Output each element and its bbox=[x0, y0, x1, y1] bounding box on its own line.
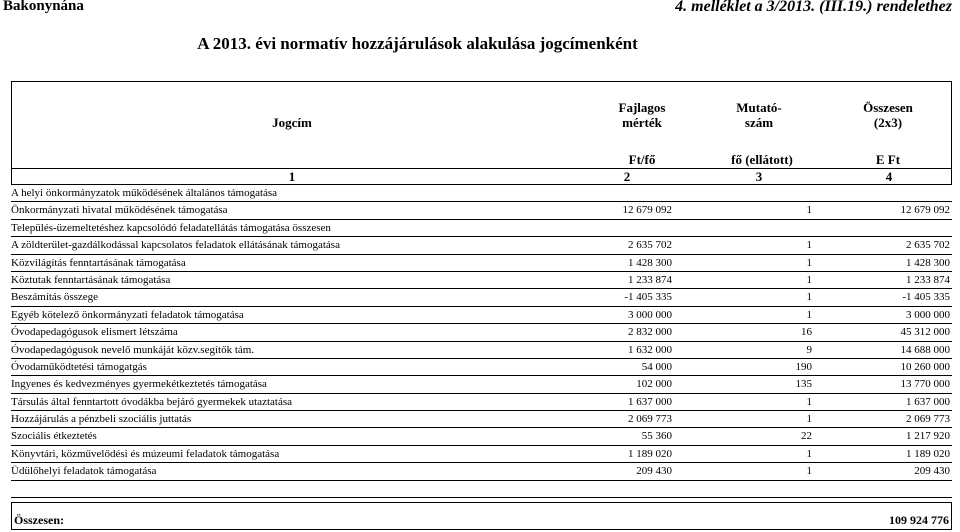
table-row bbox=[11, 342, 952, 359]
table-row bbox=[11, 272, 952, 289]
table-row bbox=[11, 289, 952, 306]
table-row bbox=[11, 376, 952, 393]
row-count: 1 bbox=[806, 204, 812, 217]
row-rate: 2 832 000 bbox=[628, 326, 672, 339]
table-row bbox=[11, 394, 952, 411]
row-count: 1 bbox=[806, 395, 812, 408]
row-rate: -1 405 335 bbox=[624, 291, 672, 304]
row-total: 1 637 000 bbox=[906, 395, 950, 408]
row-total: 3 000 000 bbox=[906, 308, 950, 321]
row-label: Óvodapedagógusok elismert létszáma bbox=[11, 326, 178, 339]
col-num-4: 4 bbox=[885, 169, 893, 184]
col-num-1: 1 bbox=[288, 169, 296, 184]
row-total: -1 405 335 bbox=[902, 291, 950, 304]
row-label: Óvodapedagógusok nevelő munkáját közv.segítők tám. bbox=[11, 343, 255, 356]
table-row bbox=[11, 446, 952, 463]
row-total: 1 233 874 bbox=[906, 273, 950, 286]
row-count: 1 bbox=[806, 256, 812, 269]
row-label: Szociális étkeztetés bbox=[11, 430, 97, 443]
total-label: Összesen: bbox=[14, 513, 64, 527]
row-label: Beszámítás összege bbox=[11, 291, 99, 304]
unit-total: E Ft bbox=[875, 152, 901, 167]
table-row bbox=[11, 324, 952, 341]
row-total: 12 679 092 bbox=[900, 204, 950, 217]
row-rate: 1 632 000 bbox=[628, 343, 672, 356]
row-rate: 1 428 300 bbox=[628, 256, 672, 269]
row-total: 2 635 702 bbox=[906, 239, 950, 252]
row-total: 1 189 020 bbox=[906, 447, 950, 460]
row-label: Ingyenes és kedvezményes gyermekétkeztetés támogatása bbox=[11, 378, 267, 391]
table-row bbox=[11, 202, 952, 219]
row-label: Önkormányzati hivatal működésének támogatása bbox=[11, 204, 228, 217]
row-count: 1 bbox=[806, 413, 812, 426]
row-label: Közvilágítás fenntartásának támogatása bbox=[11, 256, 186, 269]
table-row bbox=[11, 237, 952, 254]
row-rate: 55 360 bbox=[641, 430, 672, 443]
row-count: 1 bbox=[806, 447, 812, 460]
row-rate: 3 000 000 bbox=[628, 308, 672, 321]
table-row bbox=[11, 463, 952, 480]
row-total: 10 260 000 bbox=[900, 360, 950, 373]
table-body bbox=[11, 185, 952, 498]
row-count: 135 bbox=[795, 378, 812, 391]
table-row bbox=[11, 307, 952, 324]
row-total: 1 428 300 bbox=[906, 256, 950, 269]
row-count: 1 bbox=[806, 291, 812, 304]
col-header-count: Mutató- szám bbox=[736, 100, 782, 130]
page-title: A 2013. évi normatív hozzájárulások alakulása jogcímenként bbox=[197, 34, 638, 53]
row-total: 2 069 773 bbox=[906, 413, 950, 426]
row-rate: 209 430 bbox=[636, 465, 672, 478]
row-label: Üdülőhelyi feladatok támogatása bbox=[11, 465, 157, 478]
row-rate: 2 635 702 bbox=[628, 239, 672, 252]
annex-reference: 4. melléklet a 3/2013. (III.19.) rendelethez bbox=[675, 0, 952, 15]
table-row bbox=[11, 411, 952, 428]
row-count: 1 bbox=[806, 273, 812, 286]
row-rate: 102 000 bbox=[636, 378, 672, 391]
total-value: 109 924 776 bbox=[889, 513, 949, 527]
row-count: 1 bbox=[806, 465, 812, 478]
row-label: Település-üzemeltetéshez kapcsolódó feladatellátás támogatása összesen bbox=[11, 221, 331, 234]
col-num-3: 3 bbox=[755, 169, 763, 184]
row-rate: 1 637 000 bbox=[628, 395, 672, 408]
row-total: 209 430 bbox=[914, 465, 950, 478]
header-divider bbox=[12, 168, 951, 169]
row-label: Könyvtári, közművelődési és múzeumi feladatok támogatása bbox=[11, 447, 280, 460]
row-rate: 54 000 bbox=[641, 360, 672, 373]
row-total: 14 688 000 bbox=[900, 343, 950, 356]
row-total: 1 217 920 bbox=[906, 430, 950, 443]
row-count: 1 bbox=[806, 308, 812, 321]
row-label: Egyéb kötelező önkormányzati feladatok támogatása bbox=[11, 308, 244, 321]
col-header-jogcim: Jogcím bbox=[272, 115, 312, 130]
row-label: Hozzájárulás a pénzbeli szociális juttatás bbox=[11, 413, 192, 426]
row-rate: 2 069 773 bbox=[628, 413, 672, 426]
row-total: 45 312 000 bbox=[900, 326, 950, 339]
row-label: Óvodaműködtetési támogatgás bbox=[11, 360, 147, 373]
row-rate: 1 233 874 bbox=[628, 273, 672, 286]
table-header bbox=[11, 81, 952, 185]
table-row bbox=[11, 481, 952, 498]
unit-count: fő (ellátott) bbox=[731, 152, 793, 167]
org-name: Bakonynána bbox=[3, 0, 84, 14]
row-count: 190 bbox=[795, 360, 812, 373]
row-rate: 12 679 092 bbox=[622, 204, 672, 217]
col-num-2: 2 bbox=[623, 169, 631, 184]
row-total: 13 770 000 bbox=[900, 378, 950, 391]
table-row bbox=[11, 220, 952, 237]
table-row bbox=[11, 255, 952, 272]
table-row bbox=[11, 185, 952, 202]
total-row bbox=[11, 502, 952, 530]
col-header-rate: Fajlagos mérték bbox=[618, 100, 666, 130]
row-label: Társulás által fenntartott óvodákba bejáró gyermekek utaztatása bbox=[11, 395, 292, 408]
unit-rate: Ft/fő bbox=[628, 152, 656, 167]
row-label: A zöldterület-gazdálkodással kapcsolatos feladatok ellátásának támogatása bbox=[11, 239, 340, 252]
col-header-total: Összesen (2x3) bbox=[863, 100, 913, 130]
row-label: Köztutak fenntartásának támogatása bbox=[11, 273, 171, 286]
table-row bbox=[11, 359, 952, 376]
row-count: 22 bbox=[801, 430, 812, 443]
table-row bbox=[11, 428, 952, 445]
row-rate: 1 189 020 bbox=[628, 447, 672, 460]
row-label: A helyi önkormányzatok működésének általános támogatása bbox=[11, 187, 278, 199]
row-count: 1 bbox=[806, 239, 812, 252]
row-count: 16 bbox=[801, 326, 812, 339]
row-count: 9 bbox=[806, 343, 812, 356]
